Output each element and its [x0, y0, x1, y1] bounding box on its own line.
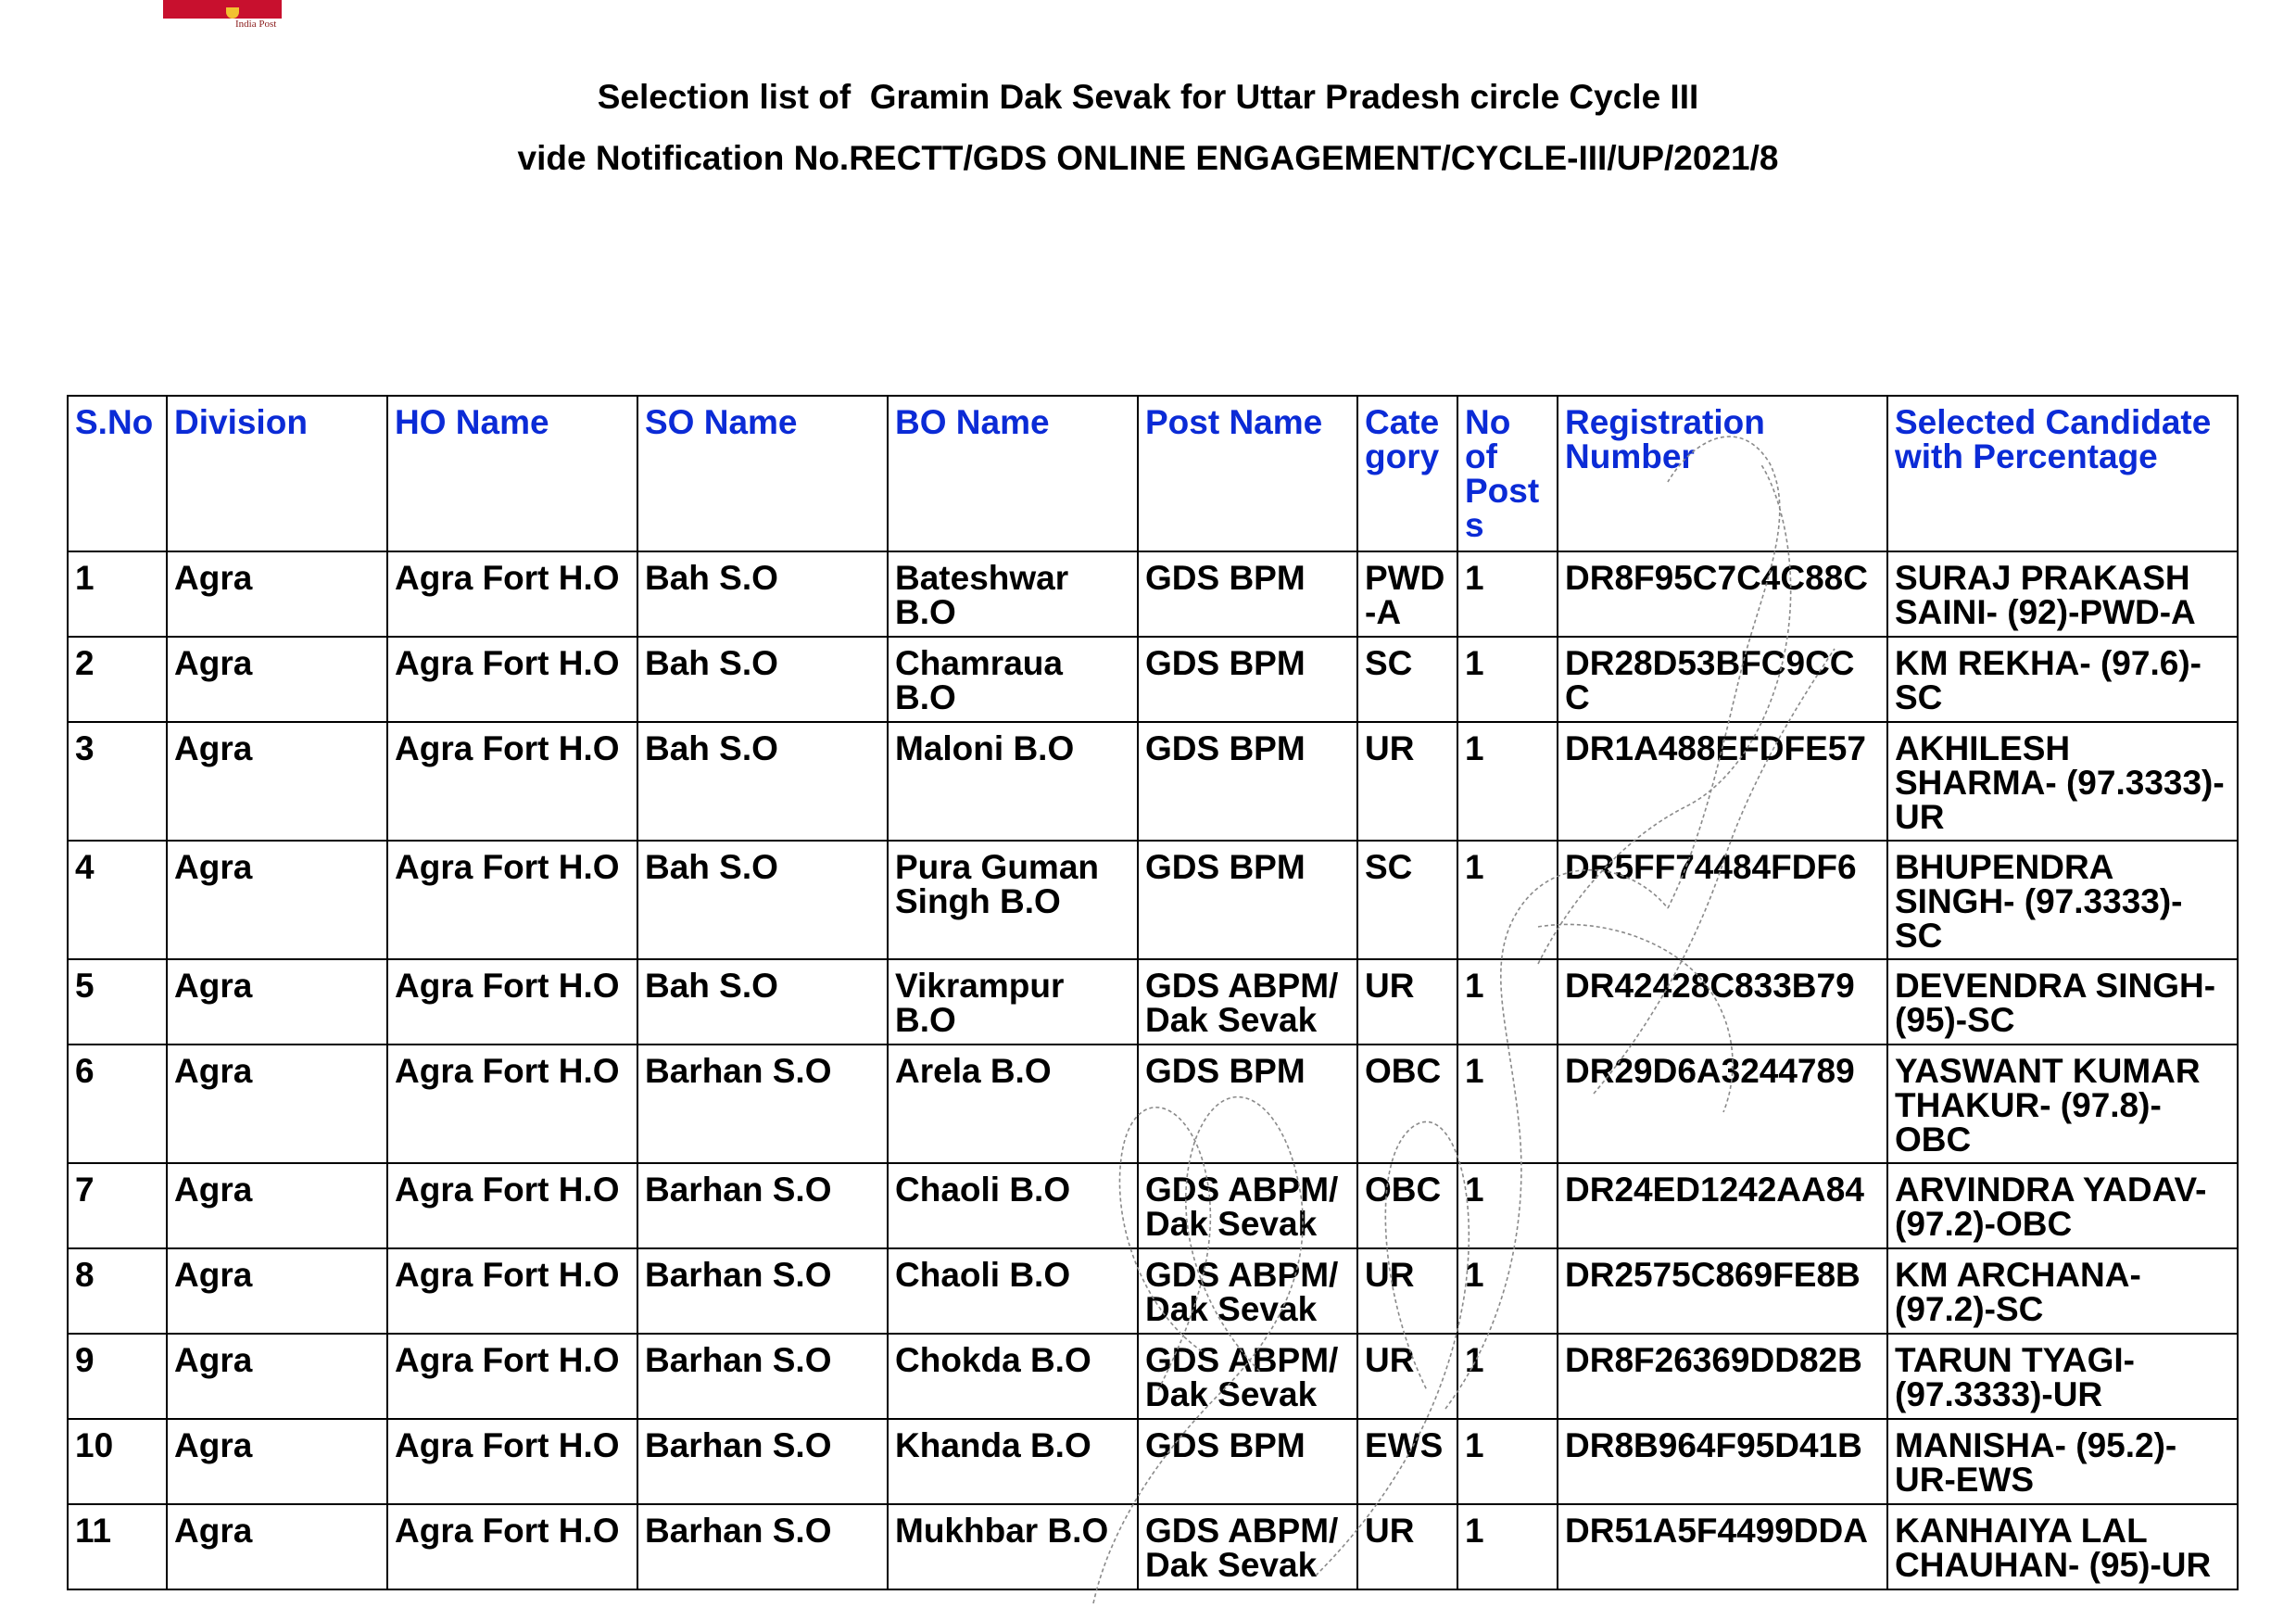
cell-post-name: GDS BPM	[1138, 722, 1357, 841]
cell-no-of-posts: 1	[1457, 1045, 1558, 1163]
header-ho-name: HO Name	[387, 396, 637, 551]
cell-selected-candidate: DEVENDRA SINGH- (95)-SC	[1887, 959, 2238, 1045]
table-row	[68, 1248, 2238, 1334]
cell-registration-number: DR8F95C7C4C88C	[1558, 551, 1887, 637]
cell-registration-number: DR5FF74484FDF6	[1558, 841, 1887, 959]
header-registration-number: Registration Number	[1558, 396, 1887, 551]
cell-category: UR	[1357, 959, 1457, 1045]
cell-category: UR	[1357, 722, 1457, 841]
cell-post-name: GDS ABPM/ Dak Sevak	[1138, 959, 1357, 1045]
cell-post-name: GDS BPM	[1138, 637, 1357, 722]
cell-category: PWD -A	[1357, 551, 1457, 637]
cell-ho-name: Agra Fort H.O	[387, 1504, 637, 1589]
cell-bo-name: Maloni B.O	[888, 722, 1138, 841]
cell-category: SC	[1357, 841, 1457, 959]
cell-bo-name: Bateshwar B.O	[888, 551, 1138, 637]
cell-registration-number: DR1A488EFDFE57	[1558, 722, 1887, 841]
logo-red-band	[163, 0, 282, 19]
cell-division: Agra	[167, 1045, 387, 1163]
cell-sno: 5	[68, 959, 167, 1045]
cell-ho-name: Agra Fort H.O	[387, 959, 637, 1045]
cell-selected-candidate: SURAJ PRAKASH SAINI- (92)-PWD-A	[1887, 551, 2238, 637]
table-row	[68, 1504, 2238, 1589]
cell-ho-name: Agra Fort H.O	[387, 637, 637, 722]
cell-post-name: GDS ABPM/ Dak Sevak	[1138, 1163, 1357, 1248]
cell-selected-candidate: ARVINDRA YADAV- (97.2)-OBC	[1887, 1163, 2238, 1248]
table-header-row	[68, 396, 2238, 551]
cell-post-name: GDS BPM	[1138, 551, 1357, 637]
cell-division: Agra	[167, 551, 387, 637]
cell-selected-candidate: TARUN TYAGI- (97.3333)-UR	[1887, 1334, 2238, 1419]
cell-selected-candidate: BHUPENDRA SINGH- (97.3333)- SC	[1887, 841, 2238, 959]
cell-category: UR	[1357, 1248, 1457, 1334]
cell-so-name: Barhan S.O	[637, 1163, 888, 1248]
table-row	[68, 722, 2238, 841]
header-sno: S.No	[68, 396, 167, 551]
table-row	[68, 1334, 2238, 1419]
cell-ho-name: Agra Fort H.O	[387, 1045, 637, 1163]
cell-registration-number: DR8F26369DD82B	[1558, 1334, 1887, 1419]
cell-sno: 9	[68, 1334, 167, 1419]
selection-table	[67, 395, 2239, 1590]
page-title: Selection list of Gramin Dak Sevak for Uttar Pradesh circle Cycle III	[597, 78, 1699, 116]
cell-no-of-posts: 1	[1457, 1504, 1558, 1589]
cell-registration-number: DR8B964F95D41B	[1558, 1419, 1887, 1504]
cell-post-name: GDS BPM	[1138, 1419, 1357, 1504]
cell-division: Agra	[167, 1248, 387, 1334]
cell-sno: 1	[68, 551, 167, 637]
cell-so-name: Barhan S.O	[637, 1334, 888, 1419]
cell-no-of-posts: 1	[1457, 1248, 1558, 1334]
cell-category: SC	[1357, 637, 1457, 722]
cell-so-name: Barhan S.O	[637, 1045, 888, 1163]
cell-registration-number: DR28D53BFC9CC C	[1558, 637, 1887, 722]
cell-no-of-posts: 1	[1457, 722, 1558, 841]
cell-bo-name: Chaoli B.O	[888, 1163, 1138, 1248]
cell-post-name: GDS ABPM/ Dak Sevak	[1138, 1334, 1357, 1419]
cell-bo-name: Chamraua B.O	[888, 637, 1138, 722]
cell-division: Agra	[167, 1163, 387, 1248]
table-row	[68, 1163, 2238, 1248]
cell-so-name: Barhan S.O	[637, 1419, 888, 1504]
cell-post-name: GDS BPM	[1138, 841, 1357, 959]
cell-division: Agra	[167, 637, 387, 722]
cell-so-name: Bah S.O	[637, 959, 888, 1045]
table-row	[68, 959, 2238, 1045]
cell-sno: 3	[68, 722, 167, 841]
header-category: Cate gory	[1357, 396, 1457, 551]
header-selected-candidate: Selected Candidate with Percentage	[1887, 396, 2238, 551]
notification-subtitle: vide Notification No.RECTT/GDS ONLINE ENGAGEMENT/CYCLE-III/UP/2021/8	[517, 139, 1779, 177]
cell-post-name: GDS ABPM/ Dak Sevak	[1138, 1248, 1357, 1334]
header-bo-name: BO Name	[888, 396, 1138, 551]
cell-no-of-posts: 1	[1457, 1163, 1558, 1248]
cell-sno: 4	[68, 841, 167, 959]
table-row	[68, 551, 2238, 637]
cell-category: UR	[1357, 1334, 1457, 1419]
cell-sno: 2	[68, 637, 167, 722]
cell-sno: 7	[68, 1163, 167, 1248]
header-division: Division	[167, 396, 387, 551]
cell-sno: 6	[68, 1045, 167, 1163]
cell-ho-name: Agra Fort H.O	[387, 1163, 637, 1248]
cell-no-of-posts: 1	[1457, 551, 1558, 637]
cell-division: Agra	[167, 841, 387, 959]
cell-category: EWS	[1357, 1419, 1457, 1504]
cell-ho-name: Agra Fort H.O	[387, 551, 637, 637]
cell-division: Agra	[167, 1504, 387, 1589]
cell-ho-name: Agra Fort H.O	[387, 1334, 637, 1419]
cell-so-name: Bah S.O	[637, 841, 888, 959]
cell-selected-candidate: KM REKHA- (97.6)- SC	[1887, 637, 2238, 722]
cell-category: UR	[1357, 1504, 1457, 1589]
cell-so-name: Barhan S.O	[637, 1248, 888, 1334]
cell-division: Agra	[167, 1419, 387, 1504]
cell-selected-candidate: KM ARCHANA- (97.2)-SC	[1887, 1248, 2238, 1334]
table-row	[68, 637, 2238, 722]
cell-bo-name: Pura Guman Singh B.O	[888, 841, 1138, 959]
cell-ho-name: Agra Fort H.O	[387, 1248, 637, 1334]
cell-division: Agra	[167, 959, 387, 1045]
cell-so-name: Bah S.O	[637, 722, 888, 841]
cell-no-of-posts: 1	[1457, 637, 1558, 722]
cell-so-name: Bah S.O	[637, 551, 888, 637]
cell-bo-name: Chokda B.O	[888, 1334, 1138, 1419]
cell-registration-number: DR29D6A3244789	[1558, 1045, 1887, 1163]
cell-registration-number: DR42428C833B79	[1558, 959, 1887, 1045]
cell-selected-candidate: AKHILESH SHARMA- (97.3333)-UR	[1887, 722, 2238, 841]
cell-ho-name: Agra Fort H.O	[387, 1419, 637, 1504]
cell-sno: 11	[68, 1504, 167, 1589]
cell-so-name: Bah S.O	[637, 637, 888, 722]
cell-bo-name: Arela B.O	[888, 1045, 1138, 1163]
cell-registration-number: DR51A5F4499DDA	[1558, 1504, 1887, 1589]
cell-no-of-posts: 1	[1457, 959, 1558, 1045]
cell-selected-candidate: MANISHA- (95.2)- UR-EWS	[1887, 1419, 2238, 1504]
table-row	[68, 1419, 2238, 1504]
table-row	[68, 1045, 2238, 1163]
india-post-logo	[163, 0, 282, 30]
cell-sno: 10	[68, 1419, 167, 1504]
header-post-name: Post Name	[1138, 396, 1357, 551]
logo-caption: India Post	[235, 19, 277, 30]
cell-ho-name: Agra Fort H.O	[387, 722, 637, 841]
cell-no-of-posts: 1	[1457, 841, 1558, 959]
cell-bo-name: Chaoli B.O	[888, 1248, 1138, 1334]
cell-sno: 8	[68, 1248, 167, 1334]
cell-no-of-posts: 1	[1457, 1419, 1558, 1504]
cell-post-name: GDS ABPM/ Dak Sevak	[1138, 1504, 1357, 1589]
cell-registration-number: DR24ED1242AA84	[1558, 1163, 1887, 1248]
cell-selected-candidate: KANHAIYA LAL CHAUHAN- (95)-UR	[1887, 1504, 2238, 1589]
cell-post-name: GDS BPM	[1138, 1045, 1357, 1163]
cell-so-name: Barhan S.O	[637, 1504, 888, 1589]
cell-division: Agra	[167, 722, 387, 841]
table-row	[68, 841, 2238, 959]
cell-category: OBC	[1357, 1163, 1457, 1248]
header-no-of-posts: No of Post s	[1457, 396, 1558, 551]
cell-bo-name: Vikrampur B.O	[888, 959, 1138, 1045]
cell-bo-name: Khanda B.O	[888, 1419, 1138, 1504]
header-so-name: SO Name	[637, 396, 888, 551]
table-body	[68, 551, 2238, 1589]
cell-division: Agra	[167, 1334, 387, 1419]
cell-bo-name: Mukhbar B.O	[888, 1504, 1138, 1589]
cell-registration-number: DR2575C869FE8B	[1558, 1248, 1887, 1334]
cell-no-of-posts: 1	[1457, 1334, 1558, 1419]
cell-selected-candidate: YASWANT KUMAR THAKUR- (97.8)- OBC	[1887, 1045, 2238, 1163]
cell-ho-name: Agra Fort H.O	[387, 841, 637, 959]
cell-category: OBC	[1357, 1045, 1457, 1163]
